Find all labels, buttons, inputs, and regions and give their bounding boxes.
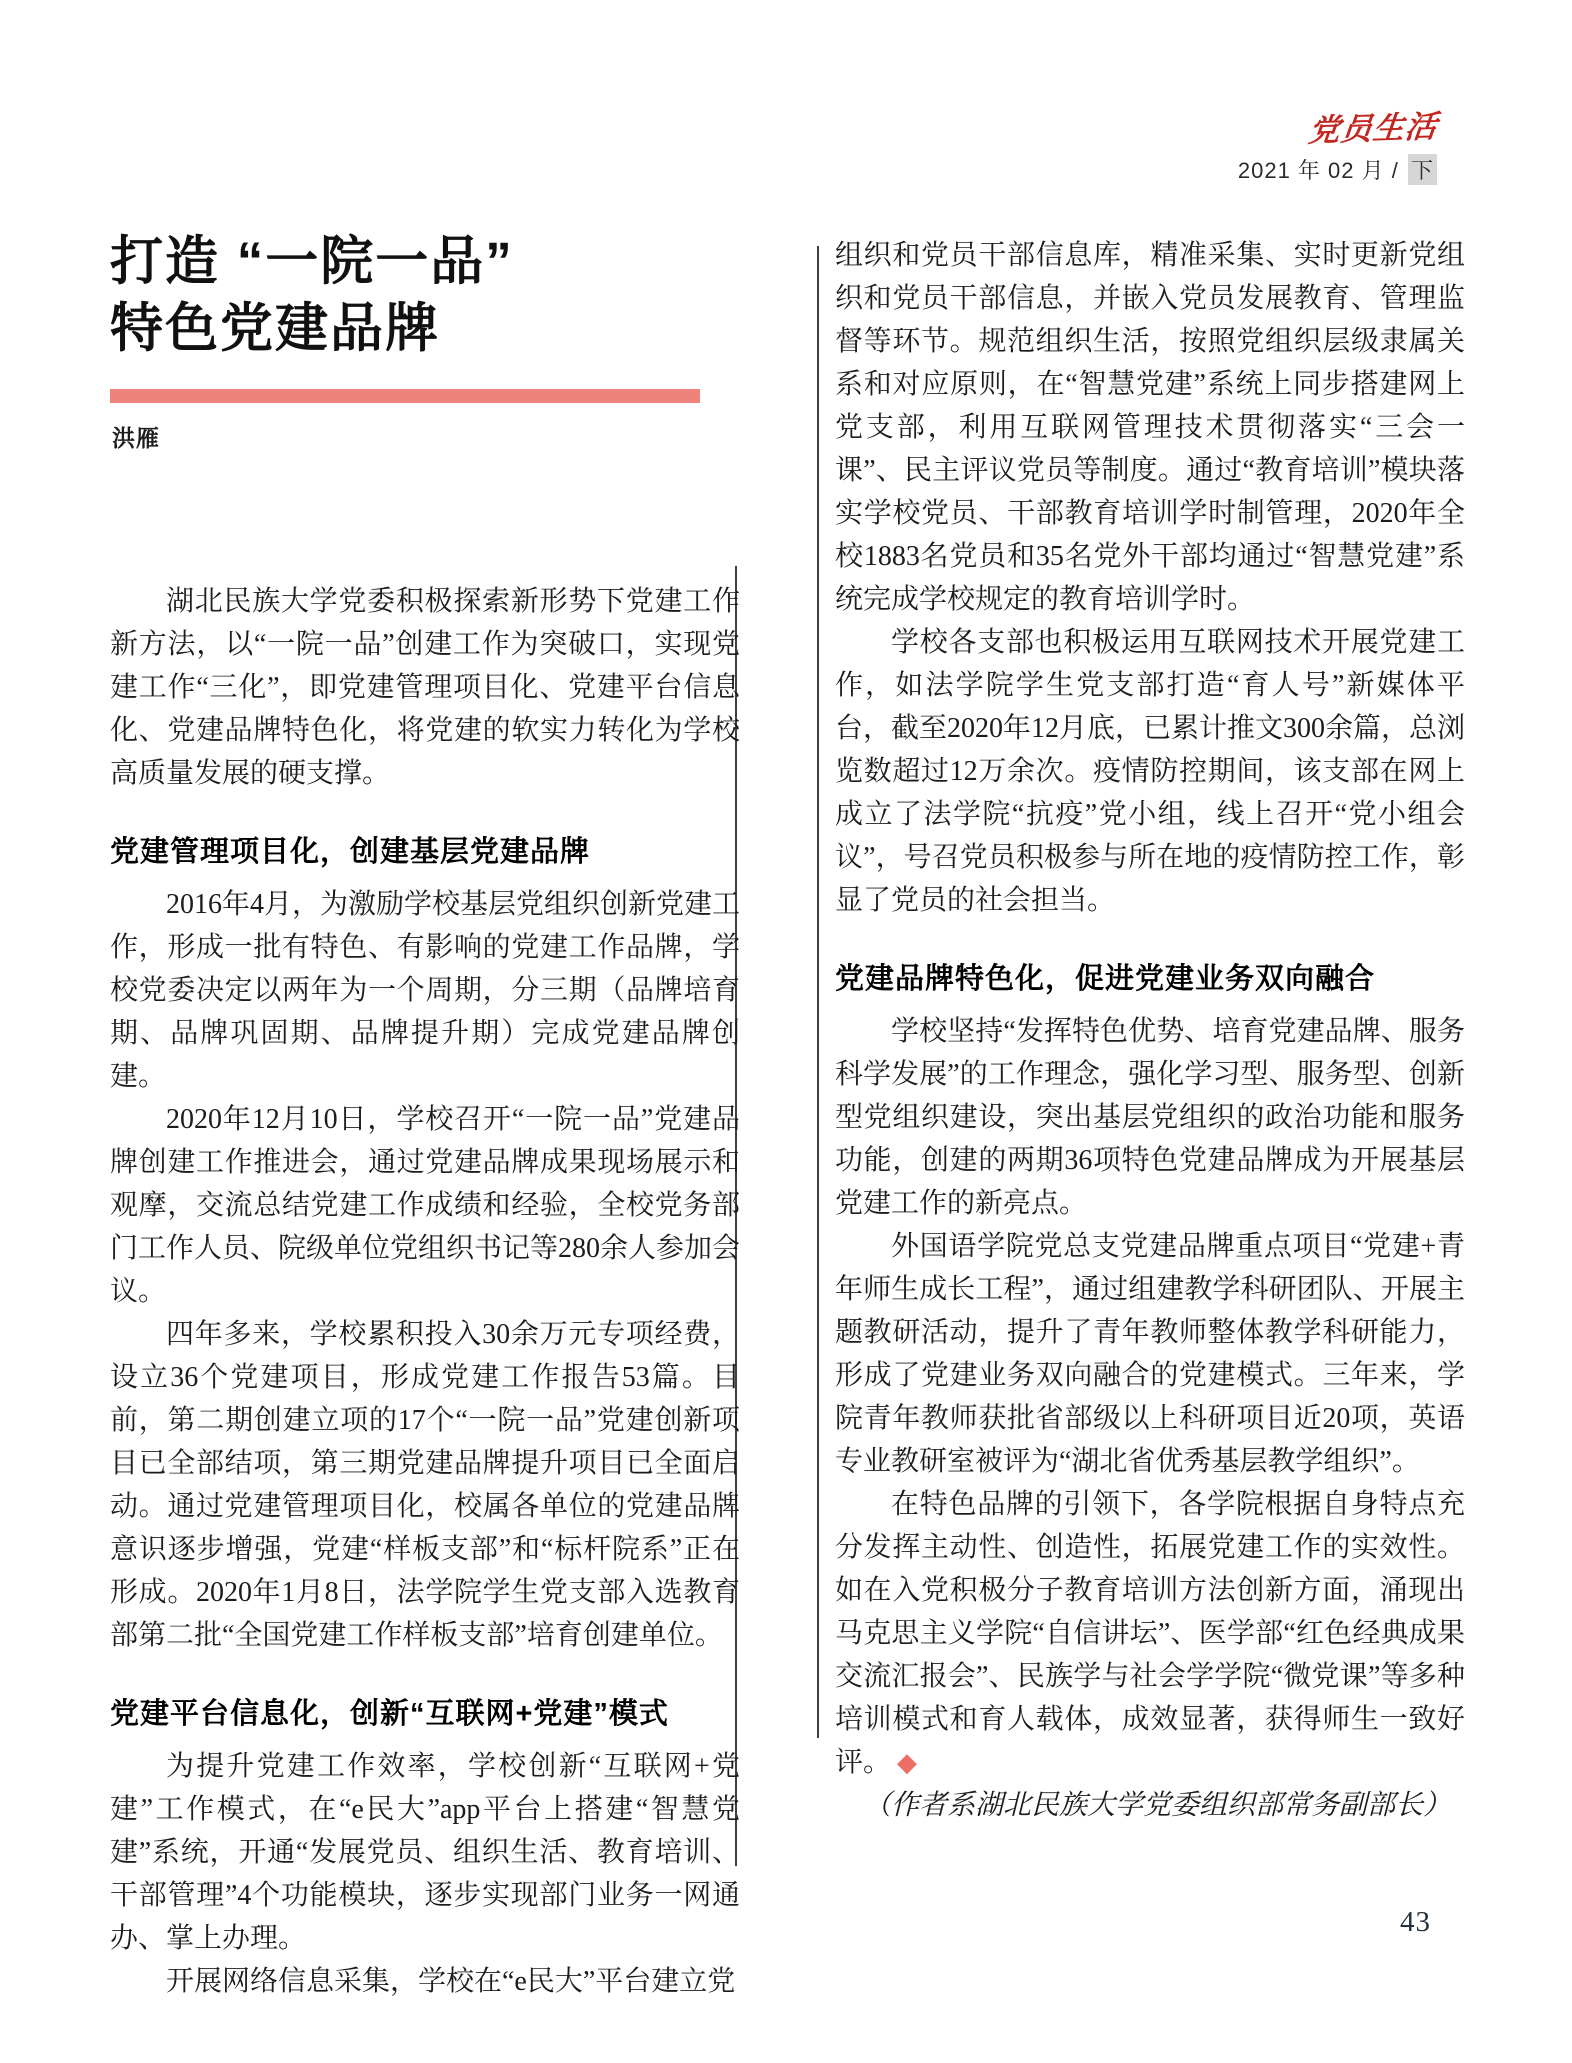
section-heading-1: 党建管理项目化，创建基层党建品牌 (110, 836, 591, 868)
paragraph-last (835, 1483, 1465, 1784)
section-heading-2: 党建平台信息化，创新“互联网+党建”模式 (110, 1698, 669, 1730)
masthead (1237, 108, 1440, 185)
article-title-line1: 打造 “一院一品” (110, 232, 514, 291)
magazine-logo: 党员生活 (1306, 108, 1440, 149)
paragraph: 四年多来，学校累积投入30余万元专项经费，设立36个党建项目，形成党建工作报告53篇。目前，第二期创建立项的17个“一院一品”党建创新项目已全部结项，第三期党建品牌提升项目已全面启动。通过党建管理项目化，校属各单位的党建品牌意识逐步增强，党建“样板支部”和“标杆院系”正在形成。2020年1月8日，法学院学生党支部入选教育部第二批“全国党建工作样板支部”培育创建单位。 (110, 1319, 740, 1651)
column-rule-right (817, 246, 819, 1738)
paragraph: 学校坚持“发挥特色优势、培育党建品牌、服务科学发展”的工作理念，强化学习型、服务型、创新型党组织建设，突出基层党组织的政治功能和服务功能，创建的两期36项特色党建品牌成为开展基层党建工作的新亮点。 (835, 1016, 1465, 1219)
paragraph: 外国语学院党总支党建品牌重点项目“党建+青年师生成长工程”，通过组建教学科研团队、开展主题教研活动，提升了青年教师整体教学科研能力，形成了党建业务双向融合的党建模式。三年来，学院青年教师获批省部级以上科研项目近20项，英语专业教研室被评为“湖北省优秀基层教学组织”。 (835, 1231, 1465, 1477)
left-column (110, 580, 740, 2003)
issue-date (1238, 154, 1437, 185)
section-heading-3: 党建品牌特色化，促进党建业务双向融合 (835, 963, 1376, 995)
article-title (110, 228, 750, 362)
paragraph: 2016年4月，为激励学校基层党组织创新党建工作，形成一批有特色、有影响的党建工作品牌，学校党委决定以两年为一个周期，分三期（品牌培育期、品牌巩固期、品牌提升期）完成党建品牌创建。 (110, 889, 741, 1092)
paragraph: 学校各支部也积极运用互联网技术开展党建工作，如法学院学生党支部打造“育人号”新媒体平台，截至2020年12月底，已累计推文300余篇，总浏览数超过12万余次。疫情防控期间，该支部在网上成立了法学院“抗疫”党小组，线上召开“党小组会议”，号召党员积极参与所在地的疫情防控工作，彰显了党员的社会担当。 (835, 627, 1466, 916)
paragraph-continued-in: 组织和党员干部信息库，精准采集、实时更新党组织和党员干部信息，并嵌入党员发展教育、管理监督等环节。规范组织生活，按照党组织层级隶属关系和对应原则，在“智慧党建”系统上同步搭建网上党支部，利用互联网管理技术贯彻落实“三会一课”、民主评议党员等制度。通过“教育培训”模块落实学校党员、干部教育培训学时制管理，2020年全校1883名党员和35名党外干部均通过“智慧党建”系统完成学校规定的教育培训学时。 (835, 240, 1465, 615)
title-accent-bar (110, 389, 700, 403)
paragraph: 为提升党建工作效率，学校创新“互联网+党建”工作模式，在“e民大”app平台上搭建“智慧党建”系统，开通“发展党员、组织生活、教育培训、干部管理”4个功能模块，逐步实现部门业务一网通办、掌上办理。 (110, 1751, 740, 1954)
issue-part-tag: 下 (1408, 154, 1437, 185)
author-name: 洪雁 (112, 425, 160, 451)
paragraph-text: 在特色品牌的引领下，各学院根据自身特点充分发挥主动性、创造性，拓展党建工作的实效性。如在入党积极分子教育培训方法创新方面，涌现出马克思主义学院“自信讲坛”、医学部“红色经典成果交流汇报会”、民族学与社会学学院“微党课”等多种培训模式和育人载体，成效显著，获得师生一致好评。 (835, 1489, 1465, 1778)
right-column (835, 234, 1465, 1827)
paragraph: 2020年12月10日，学校召开“一院一品”党建品牌创建工作推进会，通过党建品牌成果现场展示和观摩，交流总结党建工作成绩和经验，全校党务部门工作人员、院级单位党组织书记等280余人参加会议。 (110, 1104, 741, 1307)
end-diamond-mark: ◆ (897, 1748, 918, 1777)
issue-date-text: 2021 年 02 月 / (1237, 158, 1399, 183)
paragraph-intro: 湖北民族大学党委积极探索新形势下党建工作新方法，以“一院一品”创建工作为突破口，实现党建工作“三化”，即党建管理项目化、党建平台信息化、党建品牌特色化，将党建的软实力转化为学校高质量发展的硬支撑。 (110, 586, 740, 789)
page-number: 43 (1400, 1906, 1431, 1938)
paragraph-continued-out: 开展网络信息采集，学校在“e民大”平台建立党 (166, 1966, 736, 1997)
article-title-line2: 特色党建品牌 (110, 299, 440, 358)
author-note: （作者系湖北民族大学党委组织部常务副部长） (862, 1790, 1451, 1821)
